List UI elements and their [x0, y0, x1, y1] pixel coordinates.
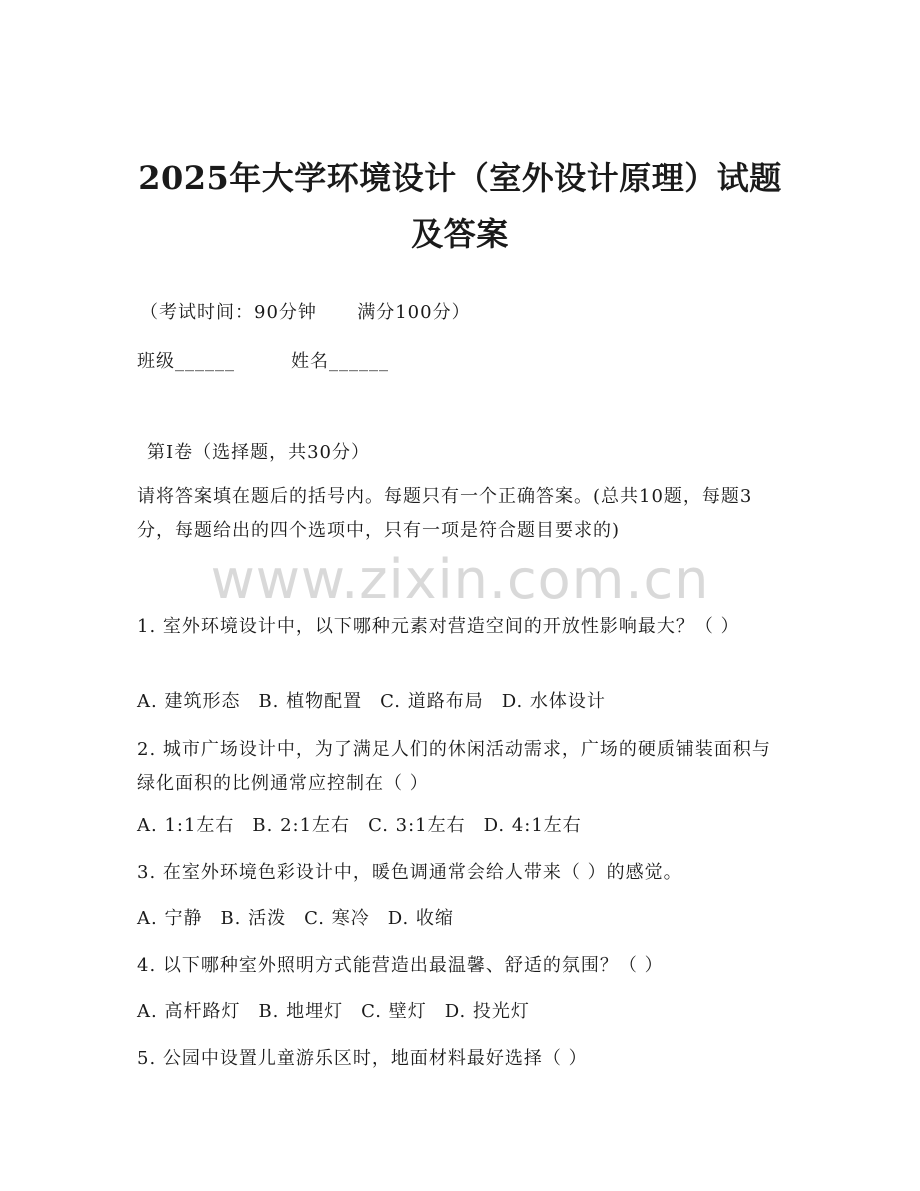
option: B. 地埋灯	[258, 1001, 344, 1022]
question-2: 2. 城市广场设计中，为了满足人们的休闲活动需求，广场的硬质铺装面积与绿化面积的比例通常应控制在（ ）	[137, 739, 771, 794]
document-title	[0, 150, 920, 262]
question-2-options	[137, 809, 787, 843]
question-4-options	[137, 995, 787, 1029]
section-title: 第Ⅰ卷（选择题，共30分）	[147, 442, 371, 463]
student-info-row	[137, 347, 389, 377]
question-4: 4. 以下哪种室外照明方式能营造出最温馨、舒适的氛围？（ ）	[137, 955, 664, 976]
option: D. 收缩	[387, 908, 454, 929]
question-3: 3. 在室外环境色彩设计中，暖色调通常会给人带来（ ）的感觉。	[137, 862, 683, 883]
option: D. 投光灯	[444, 1001, 530, 1022]
option: A. 宁静	[137, 908, 203, 929]
watermark: www.zixin.com.cn	[210, 548, 710, 611]
option: D. 4:1左右	[483, 815, 582, 836]
option: C. 3:1左右	[368, 815, 466, 836]
option: A. 高杆路灯	[137, 1001, 241, 1022]
option: B. 植物配置	[258, 691, 363, 712]
option: C. 壁灯	[361, 1001, 427, 1022]
option: A. 1:1左右	[137, 815, 235, 836]
instructions: 请将答案填在题后的括号内。每题只有一个正确答案。(总共10题，每题3分，每题给出的四个选项中，只有一项是符合题目要求的)	[137, 486, 753, 541]
question-5: 5. 公园中设置儿童游乐区时，地面材料最好选择（ ）	[137, 1048, 588, 1069]
option: D. 水体设计	[501, 691, 606, 712]
option: C. 寒冷	[304, 908, 370, 929]
question-1: 1. 室外环境设计中，以下哪种元素对营造空间的开放性影响最大？（ ）	[137, 616, 740, 637]
question-3-options	[137, 902, 787, 936]
title-line-1: 2025年大学环境设计（室外设计原理）试题	[138, 159, 782, 197]
exam-info: （考试时间：90分钟 满分100分）	[140, 302, 471, 323]
option: B. 活泼	[220, 908, 287, 929]
question-1-options	[137, 685, 787, 719]
option: C. 道路布局	[380, 691, 484, 712]
option: A. 建筑形态	[137, 691, 241, 712]
class-label: 班级______	[137, 351, 235, 372]
option: B. 2:1左右	[252, 815, 351, 836]
title-line-2: 及答案	[411, 215, 509, 253]
name-label: 姓名______	[291, 351, 389, 372]
